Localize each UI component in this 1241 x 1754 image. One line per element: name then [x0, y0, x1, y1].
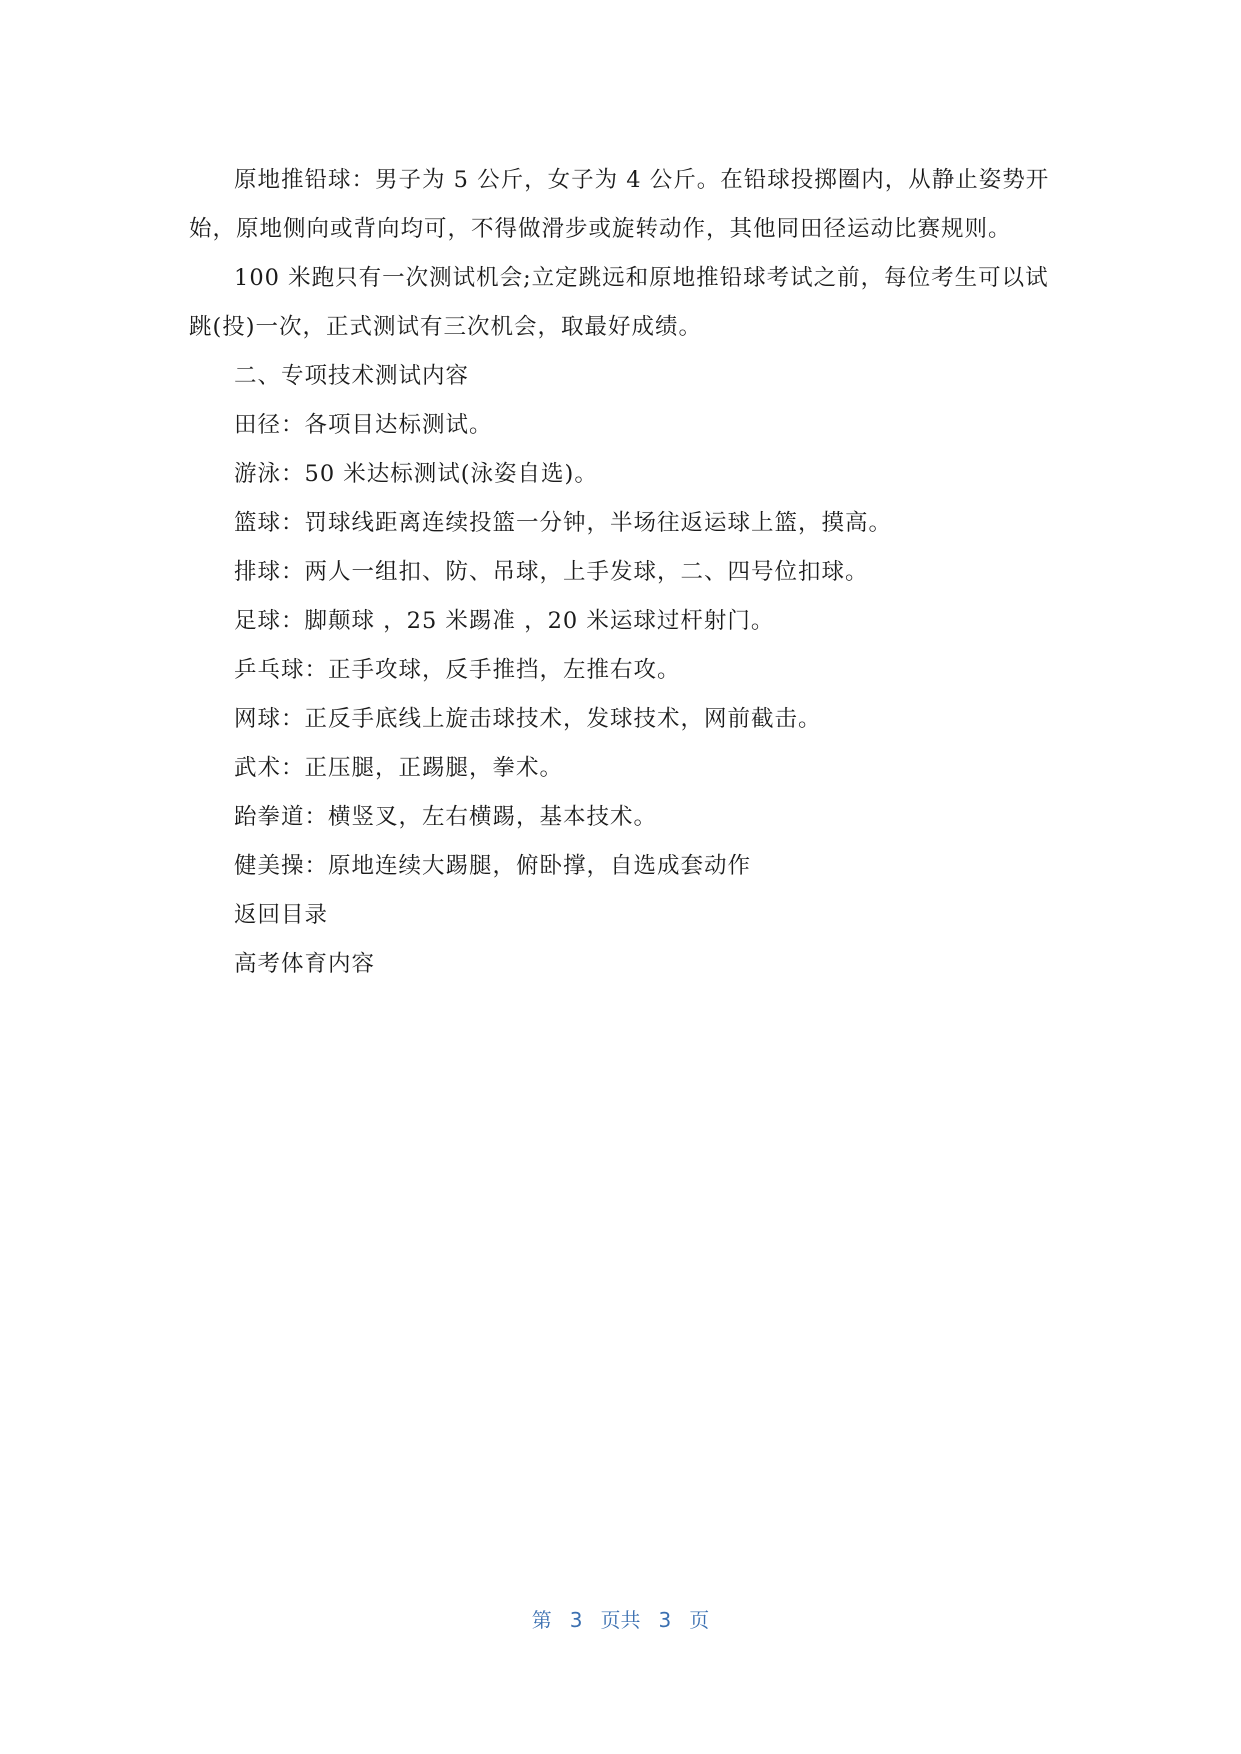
gaokao-pe-content-link[interactable]: 高考体育内容	[234, 951, 376, 977]
footer-middle: 页共	[600, 1608, 641, 1632]
list-item-football: 足球：脚颠球 ，25 米踢准 ，20 米运球过杆射门。	[234, 608, 775, 634]
list-item-martial-arts: 武术：正压腿，正踢腿，拳术。	[234, 755, 564, 781]
section-heading-specialty-tests: 二、专项技术测试内容	[234, 363, 470, 389]
list-item-taekwondo: 跆拳道：横竖叉，左右横踢，基本技术。	[234, 804, 658, 830]
footer-total-pages: 3	[658, 1608, 672, 1632]
paragraph-test-attempts: 100 米跑只有一次测试机会;立定跳远和原地推铅球考试之前，每位考生可以试跳(投)一次，正式测试有三次机会，取最好成绩。	[189, 265, 1049, 340]
footer-current-page: 3	[569, 1608, 583, 1632]
list-item-swimming: 游泳：50 米达标测试(泳姿自选)。	[234, 461, 598, 487]
list-item-basketball: 篮球：罚球线距离连续投篮一分钟，半场往返运球上篮，摸高。	[234, 510, 893, 536]
footer-suffix: 页	[689, 1608, 710, 1632]
list-item-volleyball: 排球：两人一组扣、防、吊球，上手发球，二、四号位扣球。	[234, 559, 869, 585]
list-item-table-tennis: 乒乓球：正手攻球，反手推挡，左推右攻。	[234, 657, 681, 683]
footer-prefix: 第	[531, 1608, 552, 1632]
document-body	[189, 156, 1055, 989]
page-number-footer	[0, 1604, 1241, 1633]
paragraph-shot-put-rules: 原地推铅球：男子为 5 公斤，女子为 4 公斤。在铅球投掷圈内，从静止姿势开始，原地侧向或背向均可，不得做滑步或旋转动作，其他同田径运动比赛规则。	[189, 167, 1050, 242]
list-item-aerobics: 健美操：原地连续大踢腿，俯卧撑，自选成套动作	[234, 853, 752, 879]
back-to-contents-link[interactable]: 返回目录	[234, 902, 329, 928]
list-item-tennis: 网球：正反手底线上旋击球技术，发球技术，网前截击。	[234, 706, 822, 732]
list-item-track-field: 田径：各项目达标测试。	[234, 412, 493, 438]
